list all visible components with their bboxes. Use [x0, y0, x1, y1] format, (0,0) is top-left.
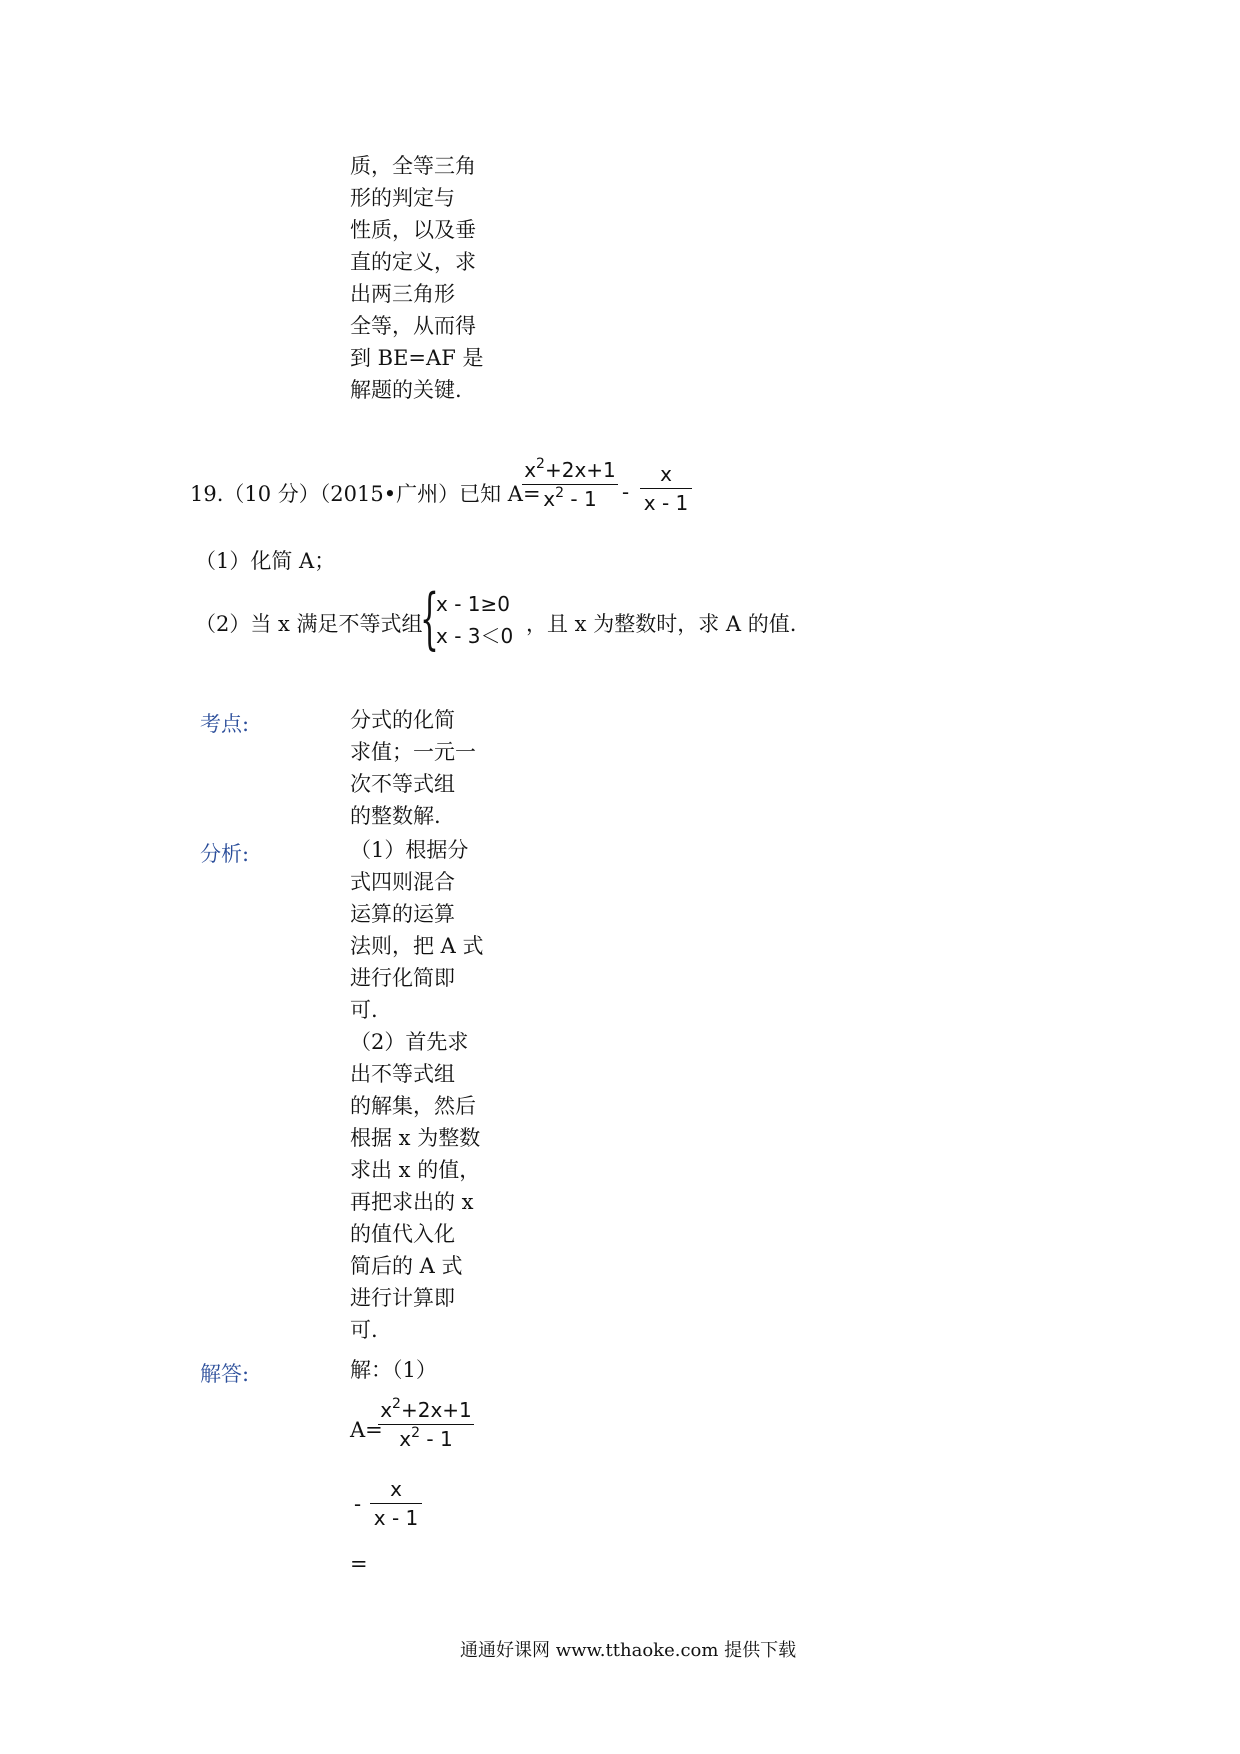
top-column: [350, 150, 483, 406]
fenxi-content: [350, 834, 484, 1346]
fraction-denominator: $x^2 - 1$: [543, 485, 597, 511]
inequality-system: [436, 588, 513, 652]
text-line: 进行计算即: [350, 1286, 455, 1310]
inequality-1: x - 1≥0: [436, 592, 510, 616]
fraction-denominator: x - 1: [643, 491, 689, 515]
answer-minus-sign: -: [354, 1492, 362, 1516]
fraction-bar: [640, 488, 692, 489]
fenxi-label: 分析:: [200, 842, 250, 866]
text-line: 形的判定与: [350, 186, 455, 210]
text-line: 分式的化简: [350, 708, 455, 732]
jieda-label: 解答:: [200, 1362, 250, 1386]
inequality-2: x - 3＜0: [436, 624, 514, 648]
fraction-denominator: $x^2 - 1$: [399, 1425, 453, 1451]
text-line: 质，全等三角: [350, 154, 476, 178]
text-line: 次不等式组: [350, 772, 455, 796]
text-line: 法则，把 A 式: [350, 934, 484, 958]
question-fraction-2: [640, 462, 692, 515]
question-prefix: 19.（10 分）（2015•广州）已知 A=: [190, 482, 541, 506]
text-line: （2）首先求: [350, 1030, 469, 1054]
text-line: 的值代入化: [350, 1222, 455, 1246]
text-line: 性质，以及垂: [350, 218, 476, 242]
text-line: 可.: [350, 998, 378, 1022]
minus-sign: -: [622, 480, 630, 504]
text-line: 解题的关键.: [350, 378, 462, 402]
text-line: 进行化简即: [350, 966, 455, 990]
text-line: 可.: [350, 1318, 378, 1342]
text-line: 出不等式组: [350, 1062, 455, 1086]
text-line: 的整数解.: [350, 804, 441, 828]
question-part-2-suffix: ，且 x 为整数时，求 A 的值.: [526, 612, 797, 636]
text-line: 根据 x 为整数: [350, 1126, 481, 1150]
fraction-numerator: $x^2+2x+1$: [380, 1396, 472, 1422]
text-line: 全等，从而得: [350, 314, 476, 338]
text-line: 求出 x 的值，: [350, 1158, 481, 1182]
fraction-bar: [370, 1503, 422, 1504]
kaodian-content: [350, 704, 476, 832]
fraction-numerator: $x^2+2x+1$: [524, 456, 616, 482]
fraction-numerator: x: [660, 462, 672, 486]
text-line: 运算的运算: [350, 902, 455, 926]
fraction-bar: [378, 1424, 474, 1425]
fraction-bar: [522, 484, 618, 485]
fraction-numerator: x: [390, 1477, 402, 1501]
answer-fraction-2: [370, 1477, 422, 1530]
text-line: （1）根据分: [350, 838, 469, 862]
text-line: 出两三角形: [350, 282, 455, 306]
a-equals: A=: [350, 1418, 383, 1442]
left-brace: {: [420, 580, 439, 657]
answer-fraction-1: [378, 1398, 474, 1451]
question-fraction-1: [522, 458, 618, 511]
jieda-first-line: 解：（1）: [350, 1358, 437, 1382]
question-part-2-prefix: （2）当 x 满足不等式组: [195, 612, 423, 636]
fraction-denominator: x - 1: [373, 1506, 419, 1530]
text-line: 求值；一元一: [350, 740, 476, 764]
text-line: 直的定义，求: [350, 250, 476, 274]
page-footer: 通通好课网 www.tthaoke.com 提供下载: [460, 1640, 797, 1661]
text-line: 式四则混合: [350, 870, 455, 894]
question-part-1: （1）化简 A；: [195, 549, 336, 573]
kaodian-label: 考点:: [200, 712, 250, 736]
answer-equals: =: [350, 1552, 368, 1576]
text-line: 简后的 A 式: [350, 1254, 463, 1278]
text-line: 的解集，然后: [350, 1094, 476, 1118]
text-line: 再把求出的 x: [350, 1190, 474, 1214]
text-line: 到 BE=AF 是: [350, 346, 484, 370]
